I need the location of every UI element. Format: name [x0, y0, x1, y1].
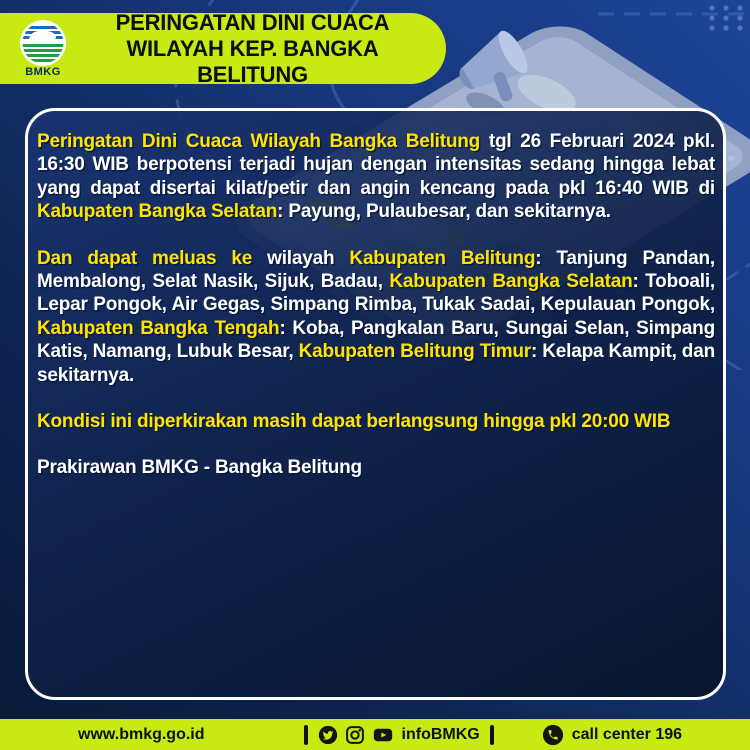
highlighted-text: Kabupaten Bangka Selatan	[389, 271, 633, 293]
highlighted-text: Kondisi ini diperkirakan masih dapat berlangsung hingga pkl 20:00 WIB	[37, 411, 671, 433]
highlighted-text: Kabupaten Belitung Timur	[298, 341, 532, 363]
poster-title-line1: PERINGATAN DINI CUACA	[115, 9, 390, 35]
highlighted-text: Kabupaten Bangka Selatan	[37, 201, 278, 223]
poster-title	[67, 10, 446, 88]
footer-divider	[490, 725, 494, 745]
bmkg-logo	[19, 20, 67, 78]
youtube-icon[interactable]	[372, 725, 394, 745]
body-text: : Koba, Pangkalan Baru, Sungai Selan, Simpang Katis, Namang, Lubuk Besar,	[37, 317, 715, 363]
call-center-contact	[542, 724, 682, 746]
body-text: : Payung, Pulaubesar, dan sekitarnya.	[277, 201, 611, 223]
warning-panel	[25, 108, 726, 700]
call-center-label[interactable]: call center 196	[571, 725, 683, 743]
body-text: wilayah	[252, 247, 350, 269]
footer-divider	[304, 725, 308, 745]
twitter-icon[interactable]	[318, 725, 338, 745]
social-handle-label[interactable]: infoBMKG	[401, 725, 480, 743]
body-text: : Tanjung Pandan, Membalong, Selat Nasik, Sijuk, Badau,	[37, 247, 716, 293]
warning-paragraph	[37, 130, 715, 224]
highlighted-text: Kabupaten Belitung	[349, 247, 536, 269]
body-text: : Toboali, Lepar Pongok, Air Gegas, Simpang Rimba, Tukak Sadai, Kepulauan Pongok,	[37, 271, 715, 316]
dot-grid	[709, 5, 742, 30]
phone-icon[interactable]	[542, 724, 564, 746]
header-banner	[0, 9, 446, 87]
warning-paragraph	[37, 247, 715, 387]
footer-bar	[0, 719, 750, 750]
highlighted-text: Dan dapat meluas ke	[37, 247, 253, 269]
social-links	[318, 725, 394, 745]
bmkg-logo-label: BMKG	[25, 65, 61, 78]
bmkg-logo-icon	[20, 20, 66, 66]
body-text: tgl 26 Februari 2024 pkl. 16:30 WIB berpotensi terjadi hujan dengan intensitas sedang hingga lebat yang dapat disertai kilat/petir dan angin kencang pada pkl 16:40 WIB di	[37, 131, 715, 199]
warning-paragraph	[37, 456, 715, 479]
body-text: Prakirawan BMKG - Bangka Belitung	[37, 457, 362, 479]
warning-paragraph	[37, 410, 715, 433]
body-text: : Kelapa Kampit, dan sekitarnya.	[37, 341, 715, 386]
warning-text	[37, 130, 715, 480]
website-link[interactable]: www.bmkg.go.id	[78, 725, 205, 743]
highlighted-text: Peringatan Dini Cuaca Wilayah Bangka Belitung	[37, 131, 481, 152]
highlighted-text: Kabupaten Bangka Tengah	[37, 317, 280, 339]
instagram-icon[interactable]	[345, 725, 365, 745]
poster-title-line2: WILAYAH KEP. BANGKA BELITUNG	[126, 35, 379, 87]
